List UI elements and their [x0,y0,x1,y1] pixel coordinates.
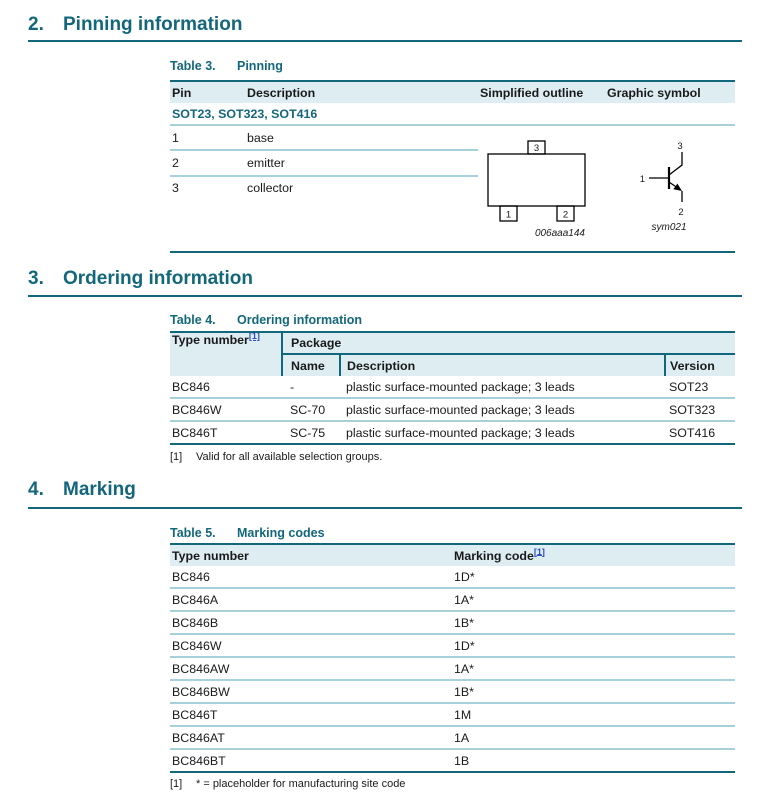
footnote-ref-link[interactable]: [1] [533,546,545,557]
table-title-text: Ordering information [237,313,362,327]
pin-number: 3 [172,181,179,196]
symbol-caption: sym021 [651,222,687,233]
section-heading-ordering [28,268,742,290]
package-description-cell: plastic surface-mounted package; 3 leads [346,425,575,440]
version-cell: SOT323 [665,398,735,421]
outline-pin3-label: 3 [533,143,540,154]
package-description-cell: plastic surface-mounted package; 3 leads [340,398,665,421]
heading-rule [28,507,742,509]
marking-code-header-text: Marking code [454,548,534,563]
section-number: 4. [28,479,44,500]
table-row [170,703,735,726]
marking-code-cell: 1M [452,703,735,726]
table-row [170,398,735,421]
column-header-name: Name [282,354,340,376]
column-header-description: Description [340,354,665,376]
type-number-cell: BC846AT [170,726,452,749]
table-row [170,726,735,749]
package-group-label: SOT23, SOT323, SOT416 [170,103,735,125]
pin-description: collector [247,181,294,196]
pin-number: 2 [170,150,247,175]
type-number-cell: BC846BW [170,680,452,703]
footnote-ref-link[interactable]: [1] [248,332,260,341]
symbol-base-label: 1 [639,174,645,185]
marking-code-cell: 1B* [452,611,735,634]
section-heading-pinning [28,14,742,36]
section-number: 3. [28,268,44,289]
column-header-version: Version [665,354,735,376]
table-row [170,376,735,398]
package-name-cell: - [282,376,340,398]
section-title: Pinning information [63,14,243,35]
column-header-type-number [170,332,282,376]
package-description-cell: plastic surface-mounted package; 3 leads [340,376,665,398]
table-row [170,680,735,703]
table3-title [170,58,735,74]
section-title: Marking [63,479,136,500]
ordering-table-block [170,312,735,445]
type-number-cell: BC846A [170,588,452,611]
footnote-text: * = placeholder for manufacturing site code [196,778,406,790]
header-row [170,81,735,103]
ordering-table [170,331,735,445]
marking-code-cell: 1D* [452,566,735,588]
version-cell: SOT416 [669,425,716,440]
package-group-row [170,103,735,125]
column-header-type-number: Type number [170,544,452,566]
pin-description: emitter [247,150,478,175]
outline-body [488,154,585,206]
outline-pin1-label: 1 [505,209,512,221]
section-title: Ordering information [63,268,253,289]
pinning-table [170,80,735,253]
type-number-cell: BC846T [170,703,452,726]
footnote-marker: [1] [170,778,183,790]
column-header-description: Description [247,81,478,103]
column-header-graphic-symbol: Graphic symbol [605,81,735,103]
symbol-emitter-arrow [673,184,682,191]
table-label: Table 4. [170,313,216,327]
type-number-cell: BC846BT [172,753,226,768]
table-row [170,634,735,657]
version-cell: SOT23 [665,376,735,398]
section-heading-marking [28,479,742,501]
type-number-cell: BC846W [170,634,452,657]
type-number-cell: BC846T [172,425,218,440]
package-outline-drawing [478,138,605,248]
outline-caption: 006aaa144 [534,228,585,239]
marking-code-cell: 1D* [452,634,735,657]
table4-title [170,312,735,328]
package-name-cell: SC-75 [290,425,326,440]
symbol-collector-lead [669,152,682,175]
marking-table [170,543,735,773]
outline-pin2-label: 2 [562,209,569,221]
column-header-simplified-outline: Simplified outline [478,81,605,103]
footnote-marker: [1] [170,451,183,463]
type-number-cell: BC846 [170,376,282,398]
header-row [170,544,735,566]
package-outline-cell [478,125,605,252]
heading-rule [28,295,742,297]
marking-code-cell: 1A [452,726,735,749]
type-number-cell: BC846W [170,398,282,421]
pin-number: 1 [170,125,247,150]
graphic-symbol-cell [605,125,735,252]
marking-code-cell: 1A* [452,657,735,680]
section-number: 2. [28,14,44,35]
marking-code-cell: 1B [454,753,470,768]
footnote-text: Valid for all available selection groups. [196,451,383,463]
type-number-cell: BC846AW [170,657,452,680]
table-row [170,611,735,634]
type-number-header-text: Type number [172,333,249,347]
column-header-package: Package [282,332,735,354]
column-header-marking-code [452,544,735,566]
heading-rule [28,40,742,42]
marking-code-cell: 1B* [452,680,735,703]
marking-code-cell: 1A* [452,588,735,611]
npn-transistor-symbol [605,138,735,248]
table-row [170,749,735,772]
table-row [170,588,735,611]
table5-title [170,525,735,541]
marking-footnote [170,778,735,791]
pin-description: base [247,125,478,150]
table-label: Table 5. [170,526,216,540]
table-title-text: Pinning [237,59,283,73]
table-row [170,125,735,150]
table-row [170,421,735,444]
ordering-footnote [170,451,735,464]
symbol-collector-label: 3 [677,141,683,152]
type-number-cell: BC846B [170,611,452,634]
header-row [170,332,735,354]
table-title-text: Marking codes [237,526,325,540]
table-label: Table 3. [170,59,216,73]
type-number-cell: BC846 [170,566,452,588]
column-header-pin: Pin [170,81,247,103]
package-name-cell: SC-70 [282,398,340,421]
marking-table-block [170,525,735,773]
pinning-table-block [170,58,735,253]
symbol-emitter-label: 2 [678,207,684,218]
table-row [170,566,735,588]
table-row [170,657,735,680]
